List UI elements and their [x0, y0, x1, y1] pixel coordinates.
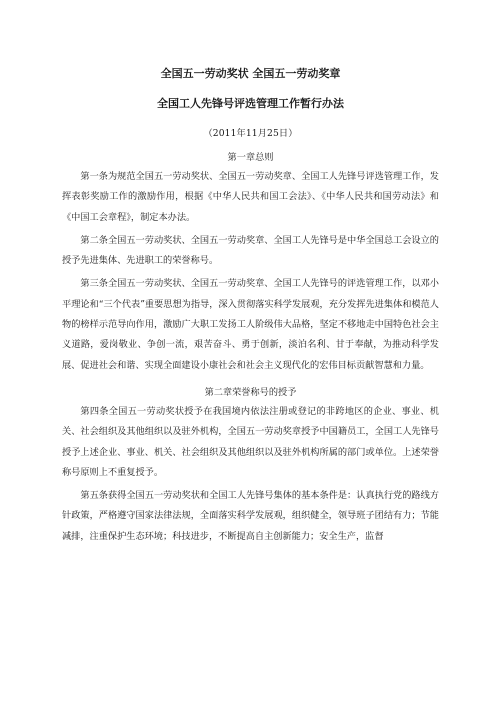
document-date: （2011年11月25日）	[203, 128, 298, 139]
article-paragraph: 第二条全国五一劳动奖状、全国五一劳动奖章、全国工人先锋号是中华全国总工会设立的授予先进集体、先进职工的荣誉称号。	[62, 234, 439, 267]
article-paragraph: 第三条全国五一劳动奖状、全国五一劳动奖章、全国工人先锋号的评选管理工作，以邓小平理论和“三个代表”重要思想为指导，深入贯彻落实科学发展观，充分发挥先进集体和模范人物的榜样示范导向作用，激励广大职工发扬工人阶级伟大品格，坚定不移地走中国特色社会主义道路，爱岗敬业、争创一流，艰苦奋斗、勇于创新，淡泊名利、甘于奉献，为推动科学发展、促进社会和谐、实现全面建设小康社会和社会主义现代化的宏伟目标贡献智慧和力量。	[62, 278, 439, 371]
document-title-line-2: 全国工人先锋号评选管理工作暂行办法	[157, 97, 344, 110]
chapter-heading: 第一章总则	[227, 152, 274, 163]
chapter-heading: 第二章荣誉称号的授予	[204, 386, 297, 398]
article-paragraph: 第五条获得全国五一劳动奖状和全国工人先锋号集体的基本条件是：认真执行党的路线方针政策，严格遵守国家法律法规，全面落实科学发展观，组织健全，领导班子团结有力；节能减排，注重保护生态环境；科技进步，不断提高自主创新能力；安全生产，监督	[62, 490, 439, 542]
document-title-line-1: 全国五一劳动奖状 全国五一劳动奖章	[160, 67, 341, 80]
chapter-1	[62, 151, 439, 376]
article-paragraph: 第一条为规范全国五一劳动奖状、全国五一劳动奖章、全国工人先锋号评选管理工作，发挥表彰奖励工作的激励作用，根据《中华人民共和国工会法》、《中华人民共和国劳动法》和《中国工会章程》，制定本办法。	[62, 171, 439, 223]
chapter-2	[62, 386, 439, 547]
article-paragraph: 第四条全国五一劳动奖状授予在我国境内依法注册或登记的非跨地区的企业、事业、机关、社会组织及其他组织以及驻外机构，全国五一劳动奖章授予中国籍员工，全国工人先锋号授予上述企业、事业、机关、社会组织及其他组织以及驻外机构所属的部门或单位。上述荣誉称号原则上不重复授予。	[62, 405, 439, 478]
